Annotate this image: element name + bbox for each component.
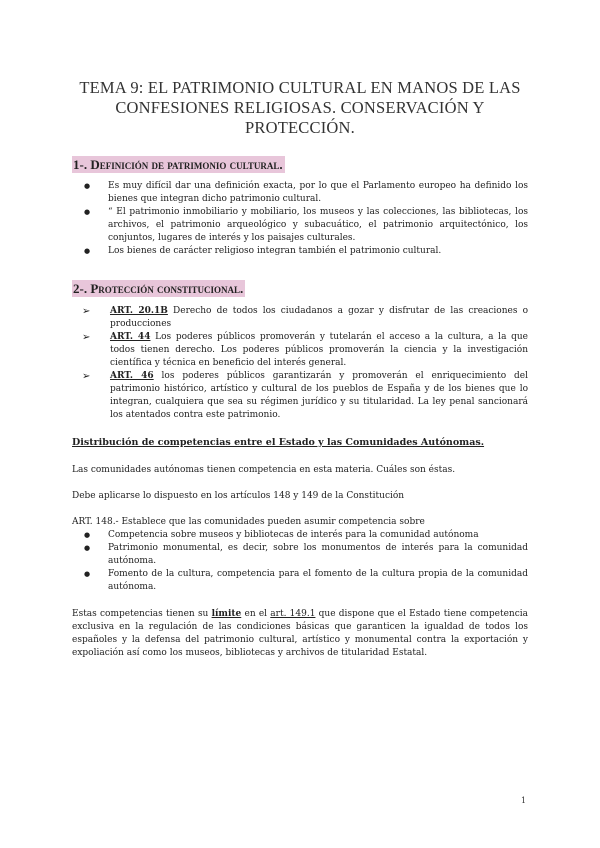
article-ref: ART. 44 <box>110 332 151 342</box>
page-title: TEMA 9: EL PATRIMONIO CULTURAL EN MANOS DE LAS CONFESIONES RELIGIOSAS. CONSERVACIÓN Y PROTECCIÓN. <box>79 78 521 137</box>
art148-intro: ART. 148.- Establece que las comunidades pueden asumir competencia sobre <box>72 517 425 527</box>
list-item: ● Competencia sobre museos y bibliotecas de interés para la comunidad autónoma <box>80 529 528 542</box>
limit-text: en el <box>241 609 271 619</box>
competencias-paragraph-2: Debe aplicarse lo dispuesto en los artículos 148 y 149 de la Constitución <box>72 491 405 501</box>
limite-word: límite <box>211 609 242 619</box>
section-2-heading: 2-. Protección constitucional. <box>73 281 244 296</box>
article-ref: ART. 20.1B <box>110 306 168 316</box>
page-number: 1 <box>521 796 527 805</box>
limit-text: Estas competencias tienen su <box>72 609 212 619</box>
competencias-subheading: Distribución de competencias entre el Estado y las Comunidades Autónomas. <box>72 437 485 448</box>
article-ref: ART. 46 <box>110 371 154 381</box>
list-item: ● “ El patrimonio inmobiliario y mobiliario, los museos y las colecciones, las bibliotecas, los archivos, el patrimonio arqueológico y subacuático, el patrimonio arquitectónico, los conjuntos, lugares de interés y los paisajes culturales. <box>80 206 528 245</box>
section-1-heading: 1-. Definición de patrimonio cultural. <box>73 157 283 172</box>
art-149-ref: art. 149.1 <box>270 609 316 619</box>
art148-list <box>80 529 528 594</box>
list-item <box>82 370 528 422</box>
article-text: Derecho de todos los ciudadanos a gozar y disfrutar de las creaciones o producciones <box>110 306 529 329</box>
limit-text: que dispone que el Estado tiene competencia exclusiva en la regulación de las condiciones básicas que garanticen la igualdad de todos los españoles y la defensa del patrimonio cultural, artístico y monumental contra la exportación y expoliación así como los museos, bibliotecas y archivos de titularidad Estatal. <box>72 609 528 658</box>
list-item: ● Patrimonio monumental, es decir, sobre los monumentos de interés para la comunidad autónoma. <box>80 542 528 568</box>
section-2-article-list <box>82 305 528 422</box>
section-1-bullet-list <box>80 180 528 258</box>
limit-paragraph <box>72 608 528 660</box>
list-item <box>82 305 528 331</box>
list-item: ● Los bienes de carácter religioso integran también el patrimonio cultural. <box>80 245 528 258</box>
list-item: ● Fomento de la cultura, competencia para el fomento de la cultura propia de la comunidad autónoma. <box>80 568 528 594</box>
article-text: los poderes públicos garantizarán y promoverán el enriquecimiento del patrimonio histórico, artístico y cultural de los pueblos de España y de los bienes que lo integran, cualquiera que sea su régimen jurídico y su titularidad. La ley penal sancionará los atentados contra este patrimonio. <box>110 371 528 420</box>
competencias-paragraph-1: Las comunidades autónomas tienen competencia en esta materia. Cuáles son éstas. <box>72 465 456 475</box>
article-text: Los poderes públicos promoverán y tutelarán el acceso a la cultura, a la que todos tienen derecho. Los poderes públicos promoverán la ciencia y la investigación científica y técnica en beneficio del interés general. <box>110 332 529 368</box>
list-item: ● Es muy difícil dar una definición exacta, por lo que el Parlamento europeo ha definido los bienes que integran dicho patrimonio cultural. <box>80 180 528 206</box>
list-item <box>82 331 528 370</box>
